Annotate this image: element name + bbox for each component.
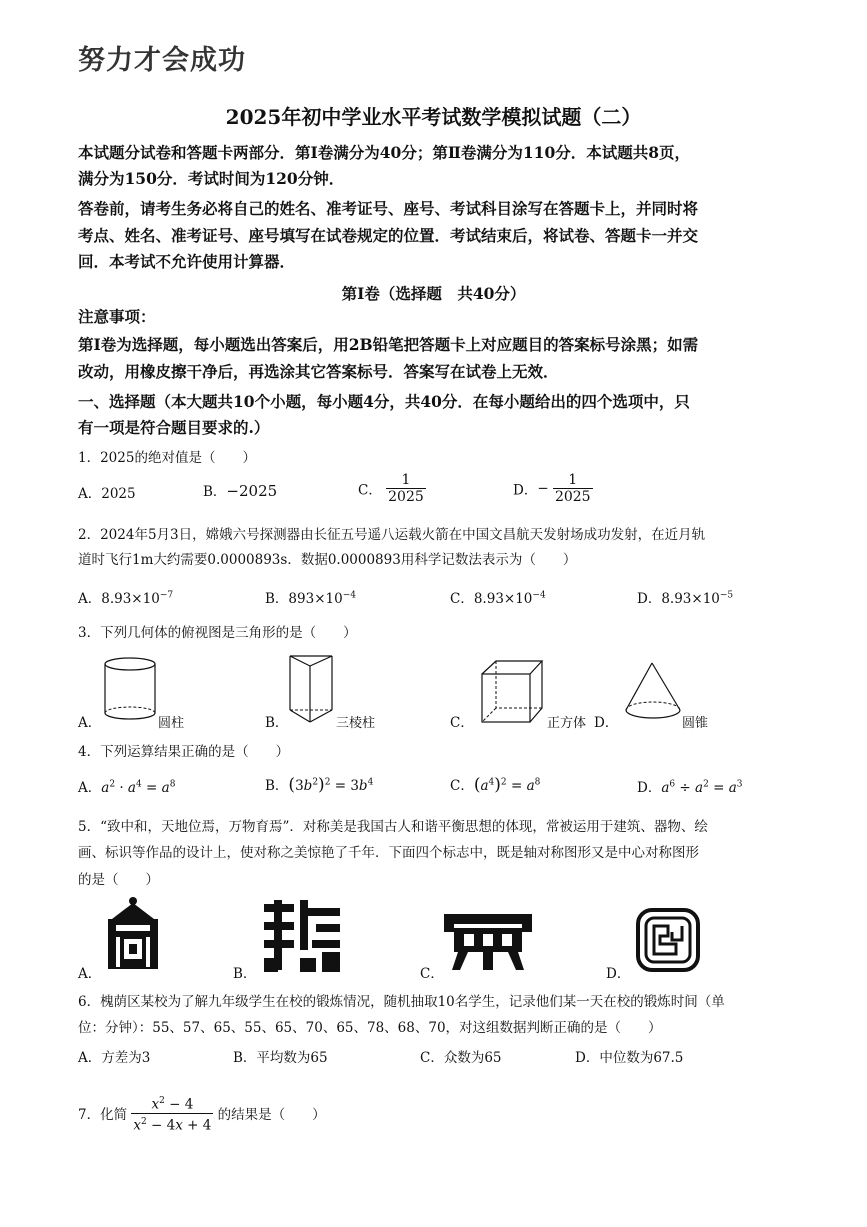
q5-label-a: A． (78, 966, 102, 982)
q1-option-d: D．− $\frac{1}{2025}$ (513, 472, 591, 505)
intro-line-2: 满分为150分．考试时间为120分钟． (78, 169, 345, 188)
q2-option-b: B．$893\times 10^{-4}$ (265, 590, 356, 607)
q4-stem: 4．下列运算结果正确的是（ ） (78, 744, 290, 760)
q5-line-2: 画、标识等作品的设计上，使对称之美惊艳了千年．下面四个标志中，既是轴对称图形又是中心对称图形 (78, 845, 699, 861)
logo-b-figure (262, 900, 342, 974)
logo-c-figure (444, 914, 534, 972)
q3-name-d: 圆锥 (682, 716, 709, 731)
intro-line-1: 本试题分试卷和答题卡两部分．第Ⅰ卷满分为40分；第Ⅱ卷满分为110分．本试题共8页， (78, 143, 691, 162)
cylinder-figure (102, 655, 162, 725)
q5-line-1: 5．“致中和，天地位焉，万物育焉”．对称美是我国古人和谐平衡思想的体现，常被运用于建筑、器物、绘 (78, 819, 708, 835)
intro-line-3: 答卷前，请考生务必将自己的姓名、准考证号、座号、考试科目涂写在答题卡上，并同时将 (78, 199, 699, 218)
cone-figure (622, 660, 686, 724)
q4-option-b: B．$(3b^2)^2 = 3b^4$ (265, 775, 374, 795)
q3-label-d: D． (594, 715, 619, 731)
q6-option-a: A．方差为3 (78, 1050, 151, 1066)
q3-name-c: 正方体 (547, 716, 587, 731)
q3-label-b: B． (265, 715, 289, 731)
q6-line-1: 6．槐荫区某校为了解九年级学生在校的锻炼情况，随机抽取10名学生，记录他们某一天在校的锻炼时间（单 (78, 994, 725, 1010)
q2-line-2: 道时飞行1m大约需要0.0000893s．数据0.0000893用科学记数法表示为（ ） (78, 552, 577, 568)
q2-option-d: D．$8.93\times 10^{-5}$ (637, 590, 734, 607)
q5-label-b: B． (233, 966, 257, 982)
q1-option-a: A．2025 (78, 486, 136, 502)
q4-option-d: D．$a^6 \div a^2 = a^3$ (637, 779, 743, 796)
q5-line-3: 的是（ ） (78, 872, 159, 888)
q5-label-c: C． (420, 966, 444, 982)
notice-line-2: 改动，用橡皮擦干净后，再选涂其它答案标号．答案写在试卷上无效． (78, 362, 559, 381)
q2-option-c: C．$8.93\times 10^{-4}$ (450, 590, 546, 607)
q3-name-a: 圆柱 (158, 716, 185, 731)
q1-option-c: C． $\frac{1}{2025}$ (358, 472, 424, 505)
q2-line-1: 2．2024年5月3日，嫦娥六号探测器由长征五号遥八运载火箭在中国文昌航天发射场成功发射，在近月轨 (78, 527, 706, 543)
q3-name-b: 三棱柱 (336, 716, 376, 731)
q7-fraction: $\frac{x^2 - 4}{x^2 - 4x + 4}$ (131, 1093, 213, 1133)
q6-line-2: 位：分钟）：55、57、65、55、65、70、65、78、68、70，对这组数据判断正确的是（ ） (78, 1020, 662, 1036)
q5-label-d: D． (606, 966, 631, 982)
q2-option-a: A．$8.93\times 10^{-7}$ (78, 590, 174, 607)
q6-option-c: C．众数为65 (420, 1050, 502, 1066)
q6-option-b: B．平均数为65 (233, 1050, 328, 1066)
logo-d-figure (634, 906, 702, 974)
q4-option-c: C．$(a^4)^2 = a^8$ (450, 775, 541, 795)
intro-line-4: 考点、姓名、准考证号、座号填写在试卷规定的位置．考试结束后，将试卷、答题卡一并交 (78, 226, 699, 245)
q1-option-b: B．−2025 (203, 482, 278, 500)
q1-stem: 1．2025的绝对值是（ ） (78, 450, 256, 466)
q3-label-a: A． (78, 715, 102, 731)
triangular-prism-figure (286, 652, 338, 730)
q6-option-d: D．中位数为67.5 (575, 1050, 684, 1066)
q4-option-a: A．$a^2 \cdot a^4 = a^8$ (78, 779, 176, 796)
intro-line-5: 回．本考试不允许使用计算器． (78, 252, 296, 271)
section-heading: 第Ⅰ卷（选择题 共40分） (341, 284, 526, 303)
q7-stem: 7．化简 $\frac{x^2 - 4}{x^2 - 4x + 4}$ 的结果是（ ） (78, 1093, 326, 1133)
notice-heading: 注意事项： (78, 307, 156, 326)
page-title: 2025年初中学业水平考试数学模拟试题（二） (225, 105, 642, 129)
watermark-text: 努力才会成功 (78, 45, 246, 76)
q3-label-c: C． (450, 715, 474, 731)
cube-figure (478, 658, 548, 726)
part1-line-1: 一、选择题（本大题共10个小题，每小题4分，共40分．在每小题给出的四个选项中，只 (78, 392, 690, 411)
notice-line-1: 第Ⅰ卷为选择题，每小题选出答案后，用2B铅笔把答题卡上对应题目的答案标号涂黑；如需 (78, 335, 699, 354)
part1-line-2: 有一项是符合题目要求的.） (78, 418, 270, 437)
logo-a-figure (104, 895, 164, 971)
q3-stem: 3．下列几何体的俯视图是三角形的是（ ） (78, 625, 357, 641)
